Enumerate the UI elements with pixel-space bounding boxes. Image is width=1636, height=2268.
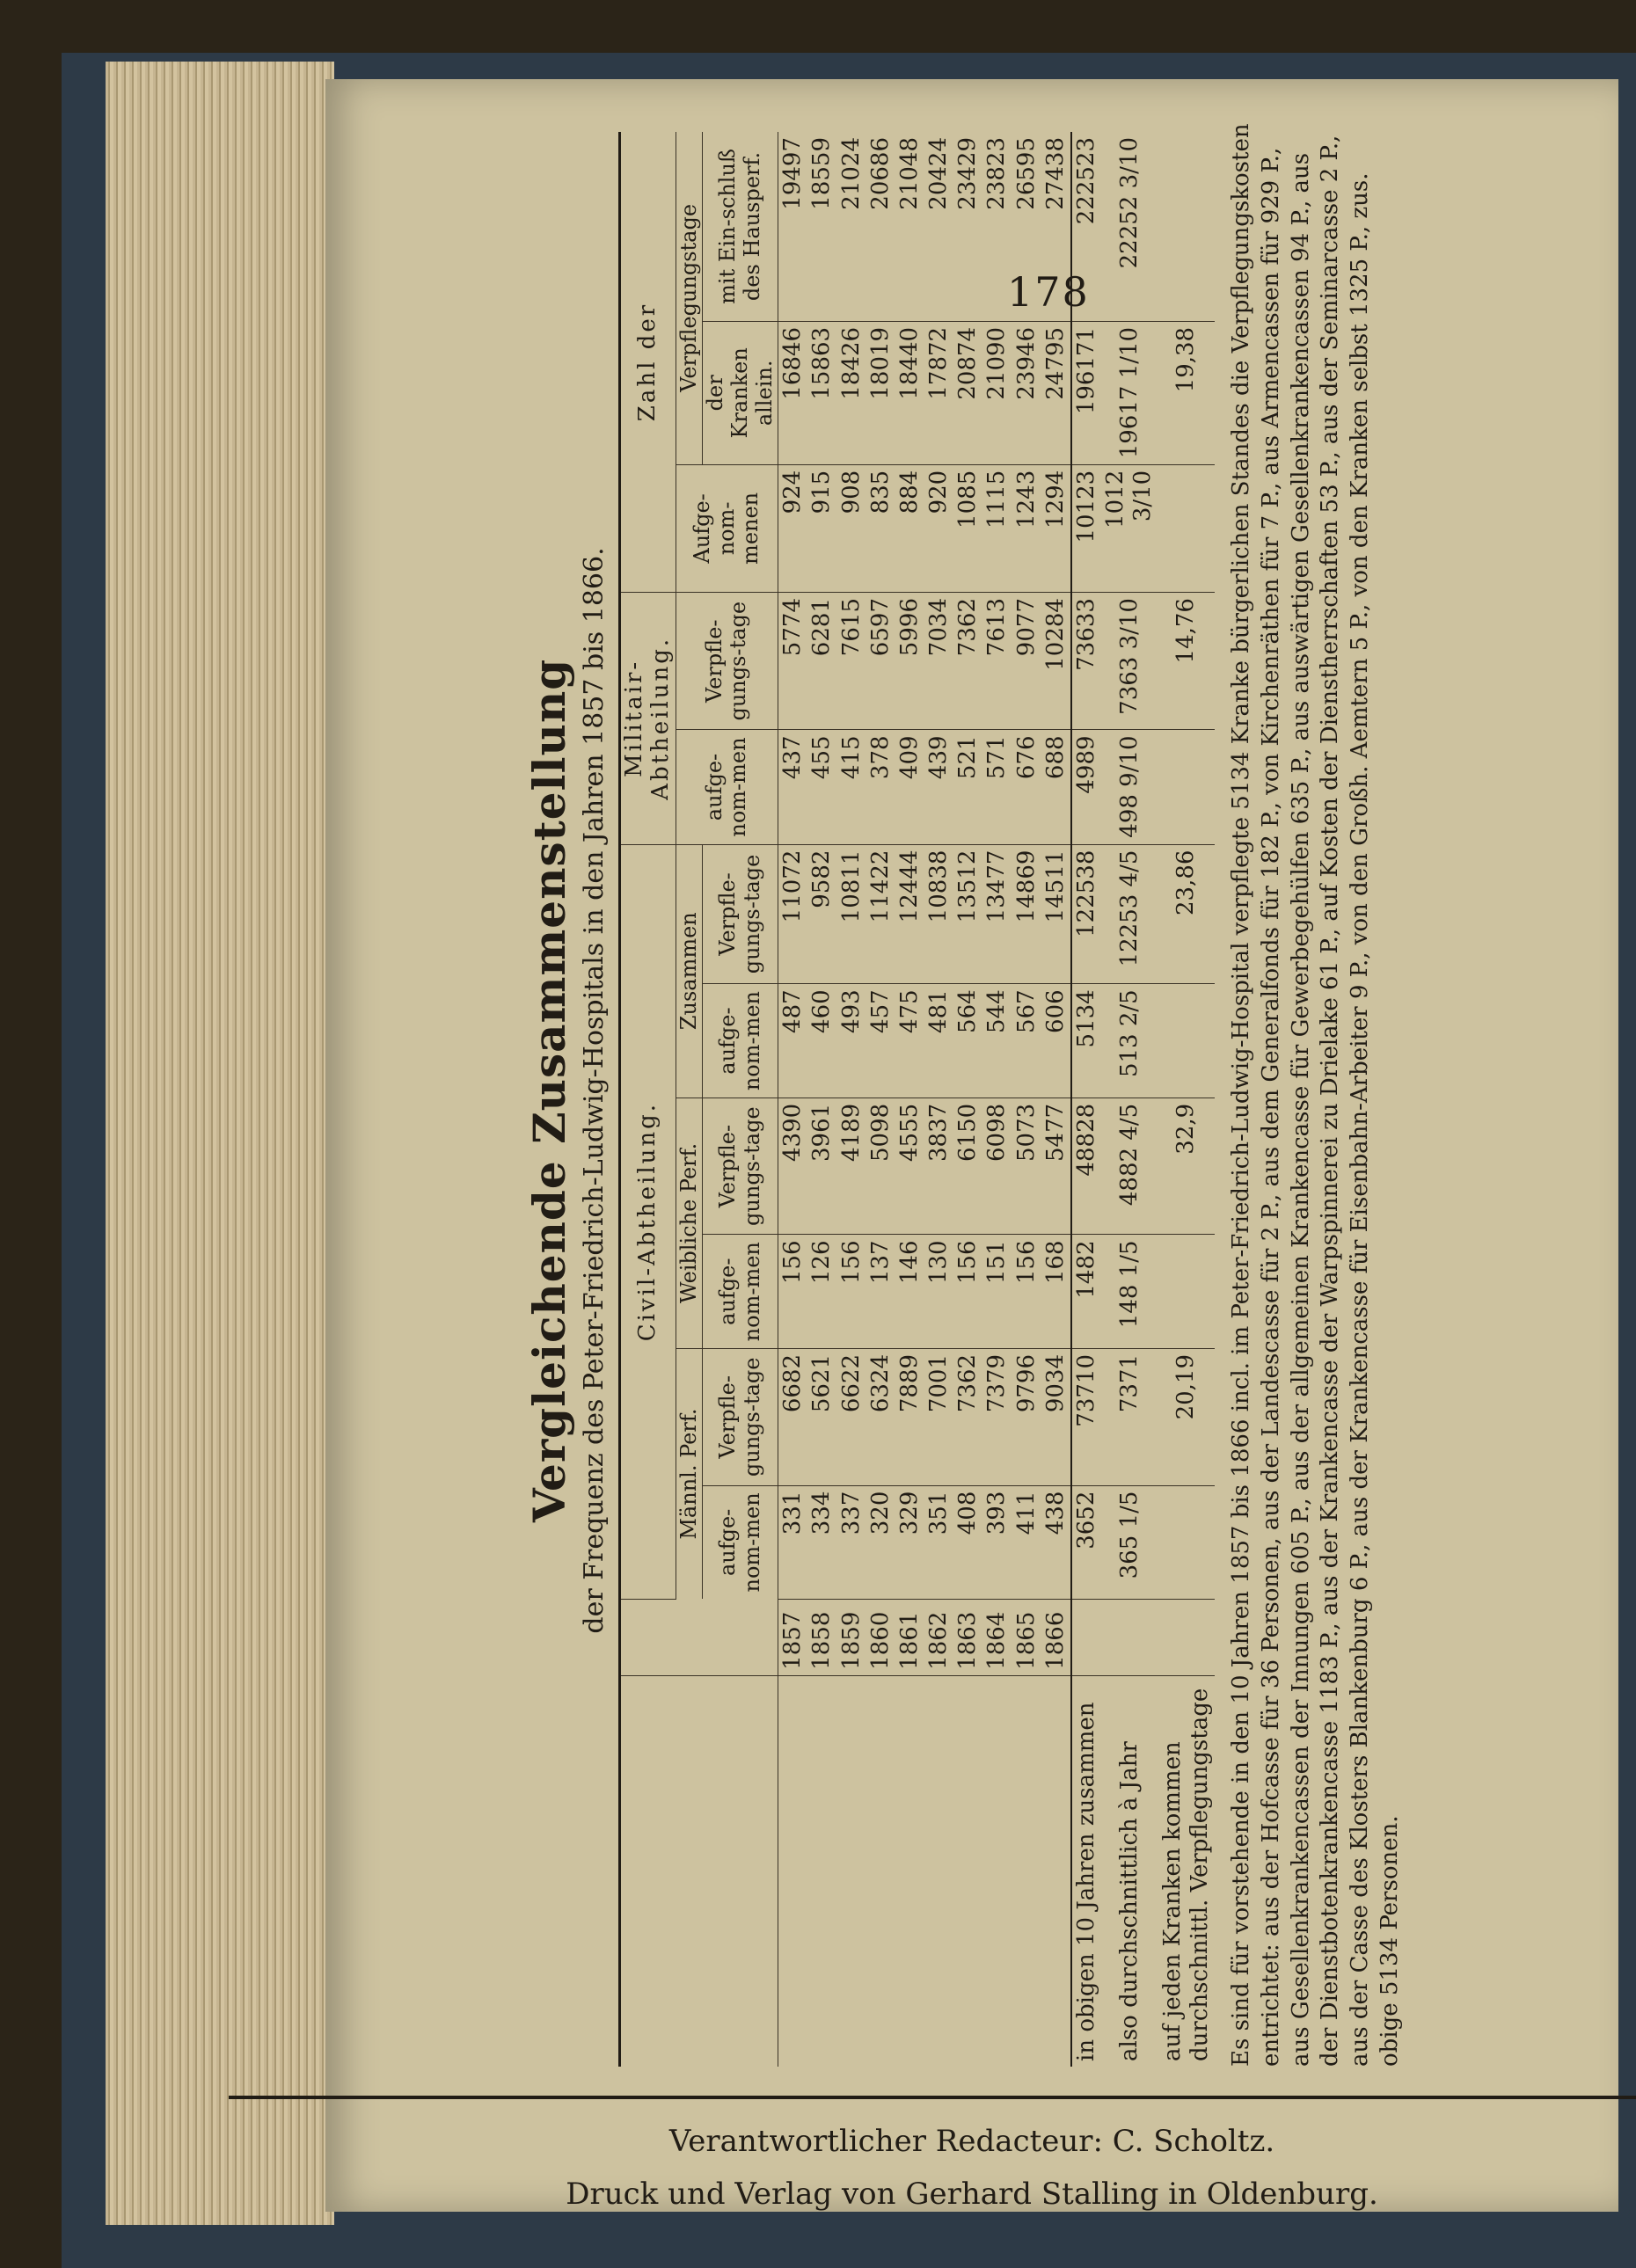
label-header xyxy=(620,1675,778,2067)
value-cell: 393 xyxy=(982,1485,1012,1599)
w-verpfl-header: Verpfle-gungs-tage xyxy=(703,1098,778,1235)
row-label xyxy=(953,1675,982,2067)
value-cell: 337 xyxy=(837,1485,866,1599)
m-verpfl-header: Verpfle-gungs-tage xyxy=(703,1348,778,1485)
value-cell: 493 xyxy=(837,984,866,1098)
value-cell: 10284 xyxy=(1041,593,1071,730)
year-cell: 1859 xyxy=(837,1599,866,1675)
value-cell: 4989 xyxy=(1071,730,1101,844)
value-cell: 19,38 xyxy=(1158,321,1215,464)
value-cell: 24795 xyxy=(1041,321,1071,464)
value-cell: 9582 xyxy=(807,844,836,984)
value-cell: 130 xyxy=(924,1235,953,1349)
year-cell xyxy=(1071,1599,1101,1675)
table-row xyxy=(982,132,1012,2067)
value-cell: 688 xyxy=(1041,730,1071,844)
value-cell: 13477 xyxy=(982,844,1012,984)
editor-line: Verantwortlicher Redacteur: C. Scholtz. xyxy=(668,2124,1275,2159)
row-label xyxy=(866,1675,895,2067)
value-cell: 7371 xyxy=(1101,1348,1158,1485)
value-cell: 20424 xyxy=(924,132,953,321)
value-cell: 606 xyxy=(1041,984,1071,1098)
value-cell: 320 xyxy=(866,1485,895,1599)
value-cell xyxy=(1158,730,1215,844)
value-cell: 21024 xyxy=(837,132,866,321)
mil-aufge-header: aufge-nom-men xyxy=(676,730,778,844)
value-cell: 73710 xyxy=(1071,1348,1101,1485)
value-cell: 20874 xyxy=(953,321,982,464)
z-aufge-header: aufge-nom-men xyxy=(703,984,778,1098)
value-cell: 11422 xyxy=(866,844,895,984)
kranken-allein-header: der Kranken allein. xyxy=(703,321,778,464)
page-number: 178 xyxy=(1007,268,1090,316)
zahl-header: Zahl der xyxy=(620,132,676,593)
row-label xyxy=(924,1675,953,2067)
value-cell: 3652 xyxy=(1071,1485,1101,1599)
value-cell: 18559 xyxy=(807,132,836,321)
value-cell: 908 xyxy=(837,464,866,592)
value-cell: 7362 xyxy=(953,593,982,730)
value-cell: 12444 xyxy=(895,844,924,984)
row-label xyxy=(837,1675,866,2067)
value-cell: 409 xyxy=(895,730,924,844)
value-cell xyxy=(1158,464,1215,592)
m-aufge-header: aufge-nom-men xyxy=(703,1485,778,1599)
value-cell: 5996 xyxy=(895,593,924,730)
value-cell: 22252 3/10 xyxy=(1101,132,1158,321)
value-cell: 16846 xyxy=(778,321,808,464)
value-cell: 14511 xyxy=(1041,844,1071,984)
table-row xyxy=(866,132,895,2067)
value-cell: 6150 xyxy=(953,1098,982,1235)
value-cell: 329 xyxy=(895,1485,924,1599)
value-cell: 4390 xyxy=(778,1098,808,1235)
value-cell: 567 xyxy=(1012,984,1041,1098)
w-aufge-header: aufge-nom-men xyxy=(703,1235,778,1349)
bottom-rule xyxy=(229,2096,1636,2099)
value-cell: 521 xyxy=(953,730,982,844)
value-cell: 1115 xyxy=(982,464,1012,592)
value-cell: 1243 xyxy=(1012,464,1041,592)
rotated-content xyxy=(523,88,1447,2093)
value-cell: 27438 xyxy=(1041,132,1071,321)
year-cell: 1865 xyxy=(1012,1599,1041,1675)
totals-row xyxy=(1071,132,1101,2067)
value-cell: 32,9 xyxy=(1158,1098,1215,1235)
frequency-table xyxy=(618,132,1215,2067)
value-cell: 408 xyxy=(953,1485,982,1599)
value-cell: 18019 xyxy=(866,321,895,464)
value-cell xyxy=(1158,132,1215,321)
value-cell: 156 xyxy=(953,1235,982,1349)
value-cell: 20686 xyxy=(866,132,895,321)
value-cell: 884 xyxy=(895,464,924,592)
value-cell: 475 xyxy=(895,984,924,1098)
value-cell xyxy=(1158,1235,1215,1349)
year-cell: 1857 xyxy=(778,1599,808,1675)
value-cell: 18440 xyxy=(895,321,924,464)
mit-einschluss-header: mit Ein-schluß des Hausperf. xyxy=(703,132,778,321)
table-row xyxy=(837,132,866,2067)
value-cell: 5621 xyxy=(807,1348,836,1485)
value-cell: 365 1/5 xyxy=(1101,1485,1158,1599)
value-cell: 18426 xyxy=(837,321,866,464)
value-cell: 14,76 xyxy=(1158,593,1215,730)
value-cell: 438 xyxy=(1041,1485,1071,1599)
value-cell: 7034 xyxy=(924,593,953,730)
value-cell: 73633 xyxy=(1071,593,1101,730)
value-cell: 4555 xyxy=(895,1098,924,1235)
value-cell: 920 xyxy=(924,464,953,592)
value-cell: 1294 xyxy=(1041,464,1071,592)
value-cell: 411 xyxy=(1012,1485,1041,1599)
value-cell xyxy=(1158,984,1215,1098)
value-cell: 4189 xyxy=(837,1098,866,1235)
value-cell: 3837 xyxy=(924,1098,953,1235)
row-label xyxy=(807,1675,836,2067)
year-cell: 1860 xyxy=(866,1599,895,1675)
value-cell: 23823 xyxy=(982,132,1012,321)
value-cell: 7001 xyxy=(924,1348,953,1485)
value-cell: 1085 xyxy=(953,464,982,592)
value-cell: 498 9/10 xyxy=(1101,730,1158,844)
value-cell: 924 xyxy=(778,464,808,592)
value-cell: 19617 1/10 xyxy=(1101,321,1158,464)
value-cell: 6098 xyxy=(982,1098,1012,1235)
page xyxy=(325,79,1618,2212)
value-cell: 7362 xyxy=(953,1348,982,1485)
year-cell: 1862 xyxy=(924,1599,953,1675)
year-cell: 1861 xyxy=(895,1599,924,1675)
value-cell: 3961 xyxy=(807,1098,836,1235)
value-cell: 9796 xyxy=(1012,1348,1041,1485)
weibl-header: Weibliche Perf. xyxy=(676,1098,703,1348)
table-row xyxy=(1041,132,1071,2067)
value-cell: 9034 xyxy=(1041,1348,1071,1485)
value-cell: 6622 xyxy=(837,1348,866,1485)
value-cell: 222523 xyxy=(1071,132,1101,321)
value-cell: 10838 xyxy=(924,844,953,984)
value-cell: 23429 xyxy=(953,132,982,321)
value-cell: 1012 3/10 xyxy=(1101,464,1158,592)
row-label xyxy=(778,1675,808,2067)
value-cell: 14869 xyxy=(1012,844,1041,984)
value-cell: 137 xyxy=(866,1235,895,1349)
value-cell: 455 xyxy=(807,730,836,844)
value-cell: 1482 xyxy=(1071,1235,1101,1349)
year-cell xyxy=(1158,1599,1215,1675)
year-cell xyxy=(1101,1599,1158,1675)
value-cell: 126 xyxy=(807,1235,836,1349)
row-label xyxy=(895,1675,924,2067)
value-cell: 5477 xyxy=(1041,1098,1071,1235)
value-cell: 7379 xyxy=(982,1348,1012,1485)
table-row xyxy=(807,132,836,2067)
value-cell: 415 xyxy=(837,730,866,844)
row-label: in obigen 10 Jahren zusammen xyxy=(1071,1675,1101,2067)
value-cell: 334 xyxy=(807,1485,836,1599)
year-cell: 1863 xyxy=(953,1599,982,1675)
value-cell: 196171 xyxy=(1071,321,1101,464)
value-cell: 7363 3/10 xyxy=(1101,593,1158,730)
value-cell: 6281 xyxy=(807,593,836,730)
value-cell: 5134 xyxy=(1071,984,1101,1098)
value-cell: 915 xyxy=(807,464,836,592)
verpflegungstage-header: Verpflegungstage xyxy=(676,132,703,464)
value-cell: 156 xyxy=(837,1235,866,1349)
value-cell: 17872 xyxy=(924,321,953,464)
year-cell: 1858 xyxy=(807,1599,836,1675)
value-cell: 156 xyxy=(778,1235,808,1349)
table-title: Vergleichende Zusammenstellung xyxy=(523,658,575,1523)
value-cell: 5774 xyxy=(778,593,808,730)
value-cell: 571 xyxy=(982,730,1012,844)
value-cell: 10123 xyxy=(1071,464,1101,592)
value-cell: 487 xyxy=(778,984,808,1098)
civil-header: Civil-Abtheilung. xyxy=(620,844,676,1599)
value-cell: 146 xyxy=(895,1235,924,1349)
table-row xyxy=(924,132,953,2067)
value-cell: 168 xyxy=(1041,1235,1071,1349)
value-cell: 4882 4/5 xyxy=(1101,1098,1158,1235)
row-label: also durchschnittlich à Jahr xyxy=(1115,1741,1143,2061)
mil-verpfl-header: Verpfle-gungs-tage xyxy=(676,593,778,730)
per-patient-row xyxy=(1158,132,1215,2067)
value-cell: 5073 xyxy=(1012,1098,1041,1235)
row-label xyxy=(1012,1675,1041,2067)
year-cell: 1866 xyxy=(1041,1599,1071,1675)
value-cell: 437 xyxy=(778,730,808,844)
row-label xyxy=(1041,1675,1071,2067)
value-cell: 835 xyxy=(866,464,895,592)
value-cell: 6682 xyxy=(778,1348,808,1485)
table-row xyxy=(1012,132,1041,2067)
value-cell: 15863 xyxy=(807,321,836,464)
value-cell: 19497 xyxy=(778,132,808,321)
value-cell: 6597 xyxy=(866,593,895,730)
footnote: Es sind für vorstehende in den 10 Jahren 1857 bis 1866 incl. im Peter-Friedrich-Ludwig-Hospital verpflegte 5134 Kranke bürgerlichen Standes die Verpflegungskosten entrichtet: aus der Hofcasse für 36 Personen, aus der Landescasse für 2 P., aus dem Generalfonds für 182 P., von Kirchenräthen für 7 P., aus Armencassen für 929 P., aus Gesellenkrankencassen der Innungen 605 P., aus der allgemeinen Krankencasse für Gewerbegehülfen 635 P., aus auswärtigen Gesellenkrankencassen 94 P., aus der Dienstbotenkrankencasse 1183 P., aus der Krankencasse der Warpspinnerei zu Drielake 61 P., auf Kosten der Dienstherrschaften 53 P., aus der Seminarcasse 2 P., aus der Casse des Klosters Blankenburg 6 P., aus der Krankencasse für Eisenbahn-Arbeiter 9 P., von den Großh. Aemtern 5 P., von den Kranken selbst 1325 P., zus. obige 5134 Personen. xyxy=(1227,123,1403,2067)
value-cell: 378 xyxy=(866,730,895,844)
value-cell: 7615 xyxy=(837,593,866,730)
value-cell: 151 xyxy=(982,1235,1012,1349)
aufge-nom-menen-header: Aufge-nom-menen xyxy=(676,464,778,592)
value-cell: 7613 xyxy=(982,593,1012,730)
value-cell: 457 xyxy=(866,984,895,1098)
value-cell: 439 xyxy=(924,730,953,844)
averages-row xyxy=(1101,132,1158,2067)
value-cell: 676 xyxy=(1012,730,1041,844)
value-cell: 26595 xyxy=(1012,132,1041,321)
value-cell: 331 xyxy=(778,1485,808,1599)
table-row xyxy=(778,132,808,2067)
value-cell: 48828 xyxy=(1071,1098,1101,1235)
z-verpfl-header: Verpfle-gungs-tage xyxy=(703,844,778,984)
value-cell: 7889 xyxy=(895,1348,924,1485)
maennl-header: Männl. Perf. xyxy=(676,1348,703,1599)
value-cell: 6324 xyxy=(866,1348,895,1485)
value-cell: 9077 xyxy=(1012,593,1041,730)
value-cell: 351 xyxy=(924,1485,953,1599)
table-row xyxy=(895,132,924,2067)
value-cell: 12253 4/5 xyxy=(1101,844,1158,984)
value-cell: 156 xyxy=(1012,1235,1041,1349)
value-cell: 21090 xyxy=(982,321,1012,464)
year-cell: 1864 xyxy=(982,1599,1012,1675)
value-cell: 23946 xyxy=(1012,321,1041,464)
value-cell: 13512 xyxy=(953,844,982,984)
table-row xyxy=(953,132,982,2067)
row-label xyxy=(982,1675,1012,2067)
year-header xyxy=(620,1599,778,1675)
value-cell: 148 1/5 xyxy=(1101,1235,1158,1349)
value-cell: 23,86 xyxy=(1158,844,1215,984)
value-cell: 122538 xyxy=(1071,844,1101,984)
page-edges xyxy=(106,62,334,2225)
table-subtitle: der Frequenz des Peter-Friedrich-Ludwig-Hospitals in den Jahren 1857 bis 1866. xyxy=(579,547,610,1634)
value-cell: 11072 xyxy=(778,844,808,984)
value-cell: 21048 xyxy=(895,132,924,321)
value-cell: 10811 xyxy=(837,844,866,984)
row-label: auf jeden Kranken kommen durchschnittl. Verpflegungstage xyxy=(1158,1688,1213,2061)
value-cell: 20,19 xyxy=(1158,1348,1215,1485)
militair-header: Militair-Abtheilung. xyxy=(620,593,676,845)
value-cell xyxy=(1158,1485,1215,1599)
value-cell: 513 2/5 xyxy=(1101,984,1158,1098)
value-cell: 544 xyxy=(982,984,1012,1098)
zusammen-header: Zusammen xyxy=(676,844,703,1098)
printer-line: Druck und Verlag von Gerhard Stalling in Oldenburg. xyxy=(566,2177,1378,2212)
table-body xyxy=(778,132,1215,2067)
value-cell: 481 xyxy=(924,984,953,1098)
value-cell: 460 xyxy=(807,984,836,1098)
value-cell: 5098 xyxy=(866,1098,895,1235)
value-cell: 564 xyxy=(953,984,982,1098)
